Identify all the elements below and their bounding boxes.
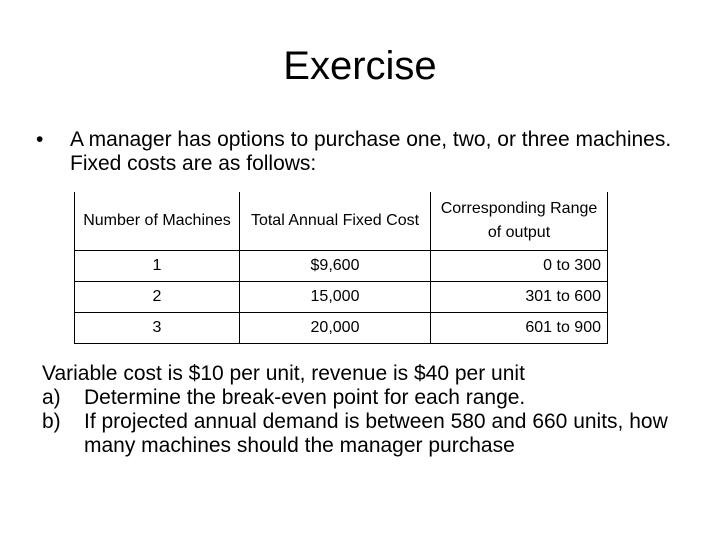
list-item-text: If projected annual demand is between 580 and 660 units, how many machines should the manager purchase bbox=[84, 410, 668, 457]
table-row bbox=[75, 251, 608, 282]
table-row bbox=[75, 313, 608, 344]
table-cell: 301 to 600 bbox=[431, 282, 608, 313]
bullet-point bbox=[36, 128, 676, 176]
table-cell: 20,000 bbox=[240, 313, 431, 344]
table-cell: 2 bbox=[75, 282, 240, 313]
header-total-annual-fixed-cost: Total Annual Fixed Cost bbox=[240, 192, 431, 251]
intro-text: Variable cost is $10 per unit, revenue is $40 per unit bbox=[42, 362, 525, 385]
list-item-text: Determine the break-even point for each range. bbox=[84, 386, 526, 409]
header-number-of-machines: Number of Machines bbox=[75, 192, 240, 251]
table-cell: $9,600 bbox=[240, 251, 431, 282]
bullet-dot-icon: • bbox=[36, 128, 44, 151]
table-header-row bbox=[75, 192, 608, 251]
bullet-text: A manager has options to purchase one, two, or three machines. Fixed costs are as follows: bbox=[70, 128, 672, 175]
list-item bbox=[42, 410, 702, 458]
table-cell: 0 to 300 bbox=[431, 251, 608, 282]
table-cell: 1 bbox=[75, 251, 240, 282]
list-marker: b) bbox=[42, 410, 61, 433]
fixed-cost-table bbox=[74, 192, 608, 344]
table-cell: 15,000 bbox=[240, 282, 431, 313]
list-marker: a) bbox=[42, 386, 61, 409]
table-row bbox=[75, 282, 608, 313]
exercise-body bbox=[42, 362, 702, 458]
header-range-of-output: Corresponding Range of output bbox=[431, 192, 608, 251]
table-cell: 601 to 900 bbox=[431, 313, 608, 344]
slide-title: Exercise bbox=[283, 44, 437, 88]
table-cell: 3 bbox=[75, 313, 240, 344]
list-item bbox=[42, 386, 702, 410]
